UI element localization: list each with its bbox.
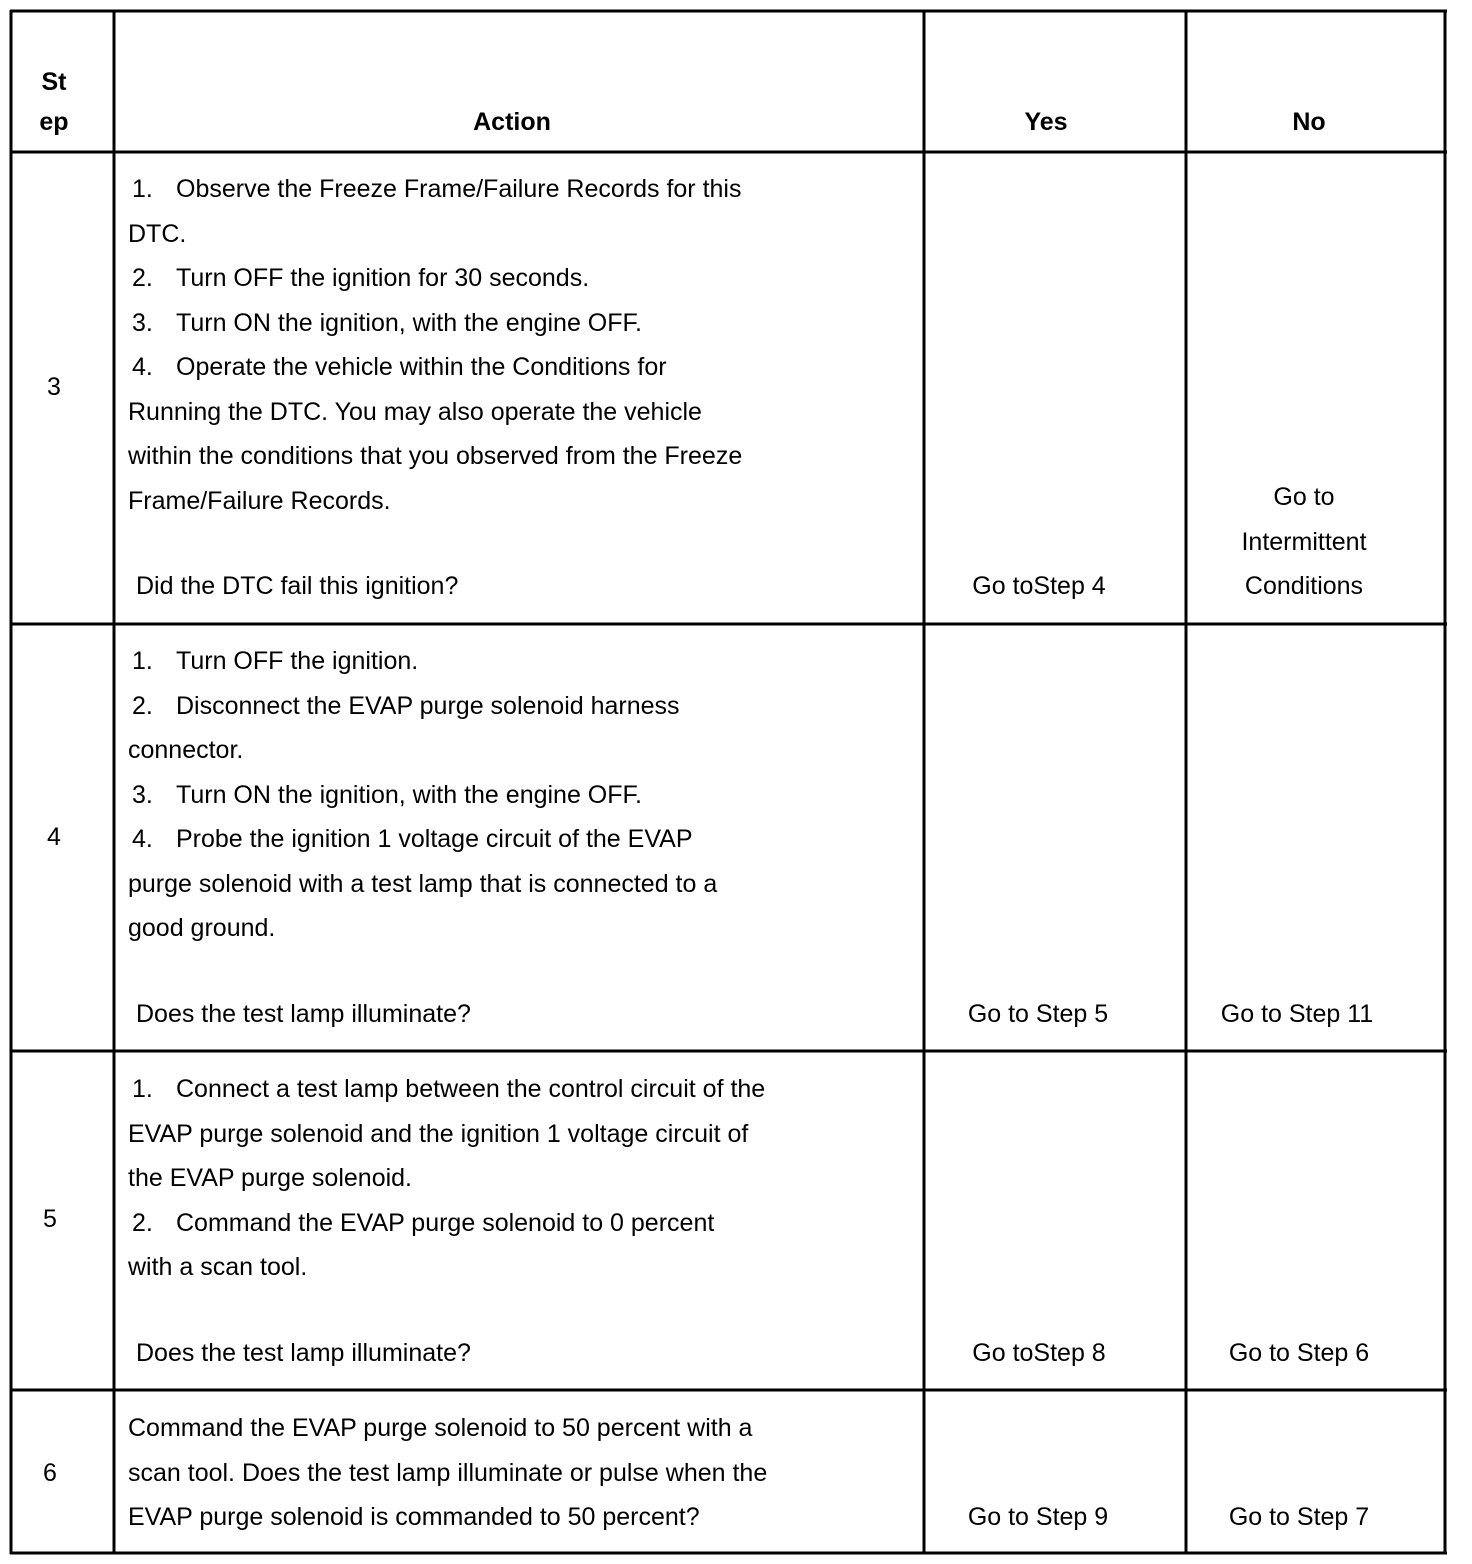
list-item: 3. Turn ON the ignition, with the engine OFF. <box>132 308 642 337</box>
question-text: Did the DTC fail this ignition? <box>136 572 459 600</box>
list-item: purge solenoid with a test lamp that is connected to a <box>128 869 718 898</box>
header-step <box>14 62 94 142</box>
list-item: EVAP purge solenoid is commanded to 50 percent? <box>128 1503 700 1531</box>
no-result: Go to Intermittent Conditions <box>1241 483 1367 600</box>
list-item: connector. <box>128 736 244 764</box>
list-item: 1. Turn OFF the ignition. <box>132 647 419 675</box>
yes-result: Go to Step 9 <box>967 1503 1109 1531</box>
list-item: with a scan tool. <box>128 1253 308 1281</box>
no-result: Go to Step 6 <box>1228 1339 1370 1367</box>
list-item: 4. Probe the ignition 1 voltage circuit of the EVAP <box>132 825 693 853</box>
list-item: 3. Turn ON the ignition, with the engine OFF. <box>132 780 642 809</box>
list-item: Frame/Failure Records. <box>128 486 391 515</box>
list-item: within the conditions that you observed from the Freeze <box>128 442 743 470</box>
action-steps <box>128 639 918 951</box>
yes-result: Go toStep 8 <box>972 1339 1106 1367</box>
header-yes: Yes <box>1024 108 1068 136</box>
header-action: Action <box>473 108 551 136</box>
step-number: 5 <box>43 1205 57 1233</box>
list-item: the EVAP purge solenoid. <box>128 1164 412 1192</box>
step-number: 4 <box>47 823 61 851</box>
list-item: 1. Observe the Freeze Frame/Failure Records for this <box>132 175 742 203</box>
yes-result: Go toStep 4 <box>972 572 1106 600</box>
list-item: scan tool. Does the test lamp illuminate or pulse when the <box>128 1458 768 1487</box>
question-text: Does the test lamp illuminate? <box>136 1339 471 1367</box>
list-item: 4. Operate the vehicle within the Conditions for <box>132 353 667 381</box>
header-step-line1: St <box>41 68 67 96</box>
step-number: 3 <box>47 373 61 401</box>
action-steps <box>128 167 918 523</box>
yes-result: Go to Step 5 <box>967 1000 1109 1028</box>
list-item: Running the DTC. You may also operate the vehicle <box>128 397 702 426</box>
step-number: 6 <box>43 1459 57 1487</box>
action-steps <box>128 1067 918 1290</box>
list-item: 2. Disconnect the EVAP purge solenoid harness <box>132 691 680 720</box>
list-item: EVAP purge solenoid and the ignition 1 voltage circuit of <box>128 1119 749 1148</box>
header-no: No <box>1292 108 1326 136</box>
list-item: 1. Connect a test lamp between the control circuit of the <box>132 1075 766 1103</box>
action-steps <box>128 1406 918 1540</box>
list-item: 2. Turn OFF the ignition for 30 seconds. <box>132 264 590 292</box>
header-step-line2: ep <box>39 108 69 136</box>
no-result: Go to Step 11 <box>1220 1000 1374 1028</box>
question-text: Does the test lamp illuminate? <box>136 1000 471 1028</box>
list-item: 2. Command the EVAP purge solenoid to 0 percent <box>132 1208 715 1237</box>
no-result: Go to Step 7 <box>1228 1503 1370 1531</box>
list-item: good ground. <box>128 914 276 942</box>
list-item: DTC. <box>128 219 187 248</box>
list-item: Command the EVAP purge solenoid to 50 percent with a <box>128 1414 753 1442</box>
